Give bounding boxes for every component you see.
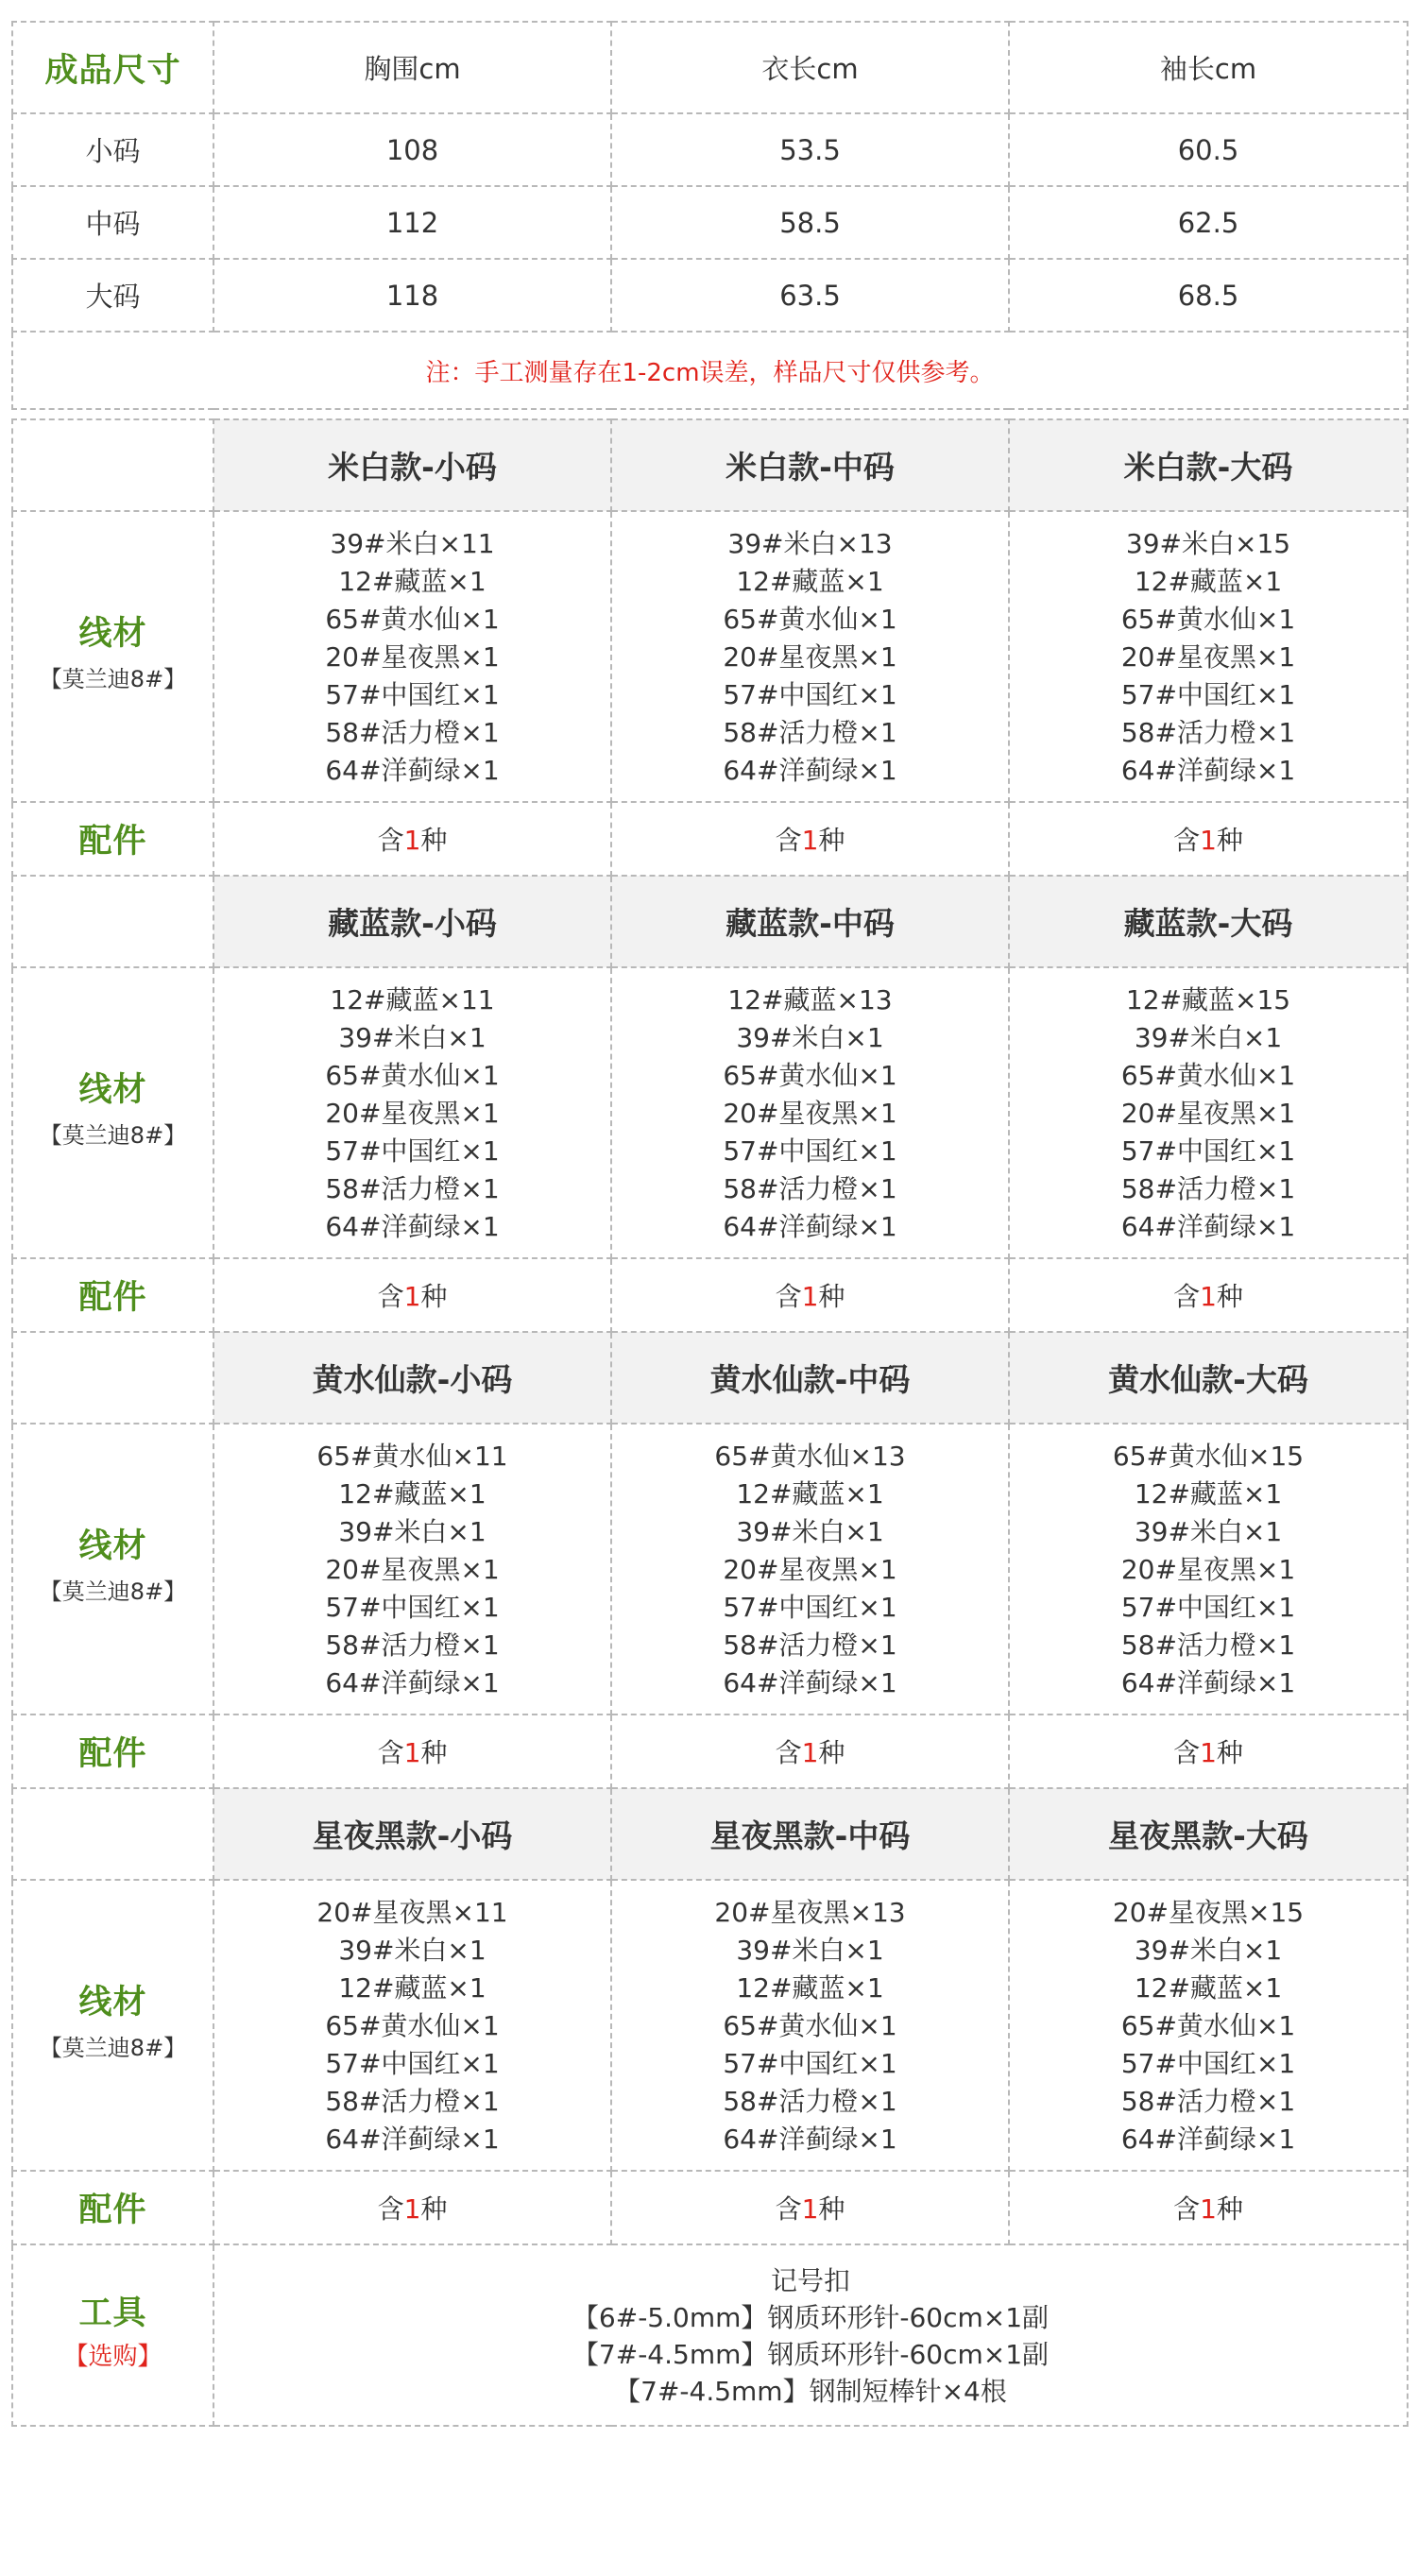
accessory-suffix: 种 (1216, 1737, 1243, 1768)
accessory-label-cell (12, 2171, 213, 2244)
accessory-count: 1 (1200, 1737, 1217, 1768)
accessory-suffix: 种 (818, 2193, 845, 2225)
accessory-prefix: 含 (1173, 825, 1201, 856)
size-label: 小码 (12, 113, 213, 186)
accessory-prefix: 含 (775, 825, 802, 856)
style-header-row (12, 419, 1408, 511)
style-size-title: 星夜黑款-中码 (611, 1788, 1009, 1880)
yarn-item: 39#米白×1 (338, 1516, 487, 1547)
yarn-item: 64#洋蓟绿×1 (325, 1667, 500, 1698)
yarn-label-cell (12, 1880, 213, 2171)
accessory-count-cell (213, 1714, 611, 1788)
size-value: 63.5 (611, 259, 1009, 332)
yarn-item: 65#黄水仙×1 (325, 604, 500, 635)
yarn-brand-label: 【莫兰迪8#】 (39, 666, 187, 692)
yarn-item: 12#藏蓝×1 (1134, 1972, 1283, 2004)
yarn-item: 12#藏蓝×15 (1125, 984, 1291, 1015)
accessory-row (12, 802, 1408, 876)
measurement-note: 注：手工测量存在1-2cm误差，样品尺寸仅供参考。 (12, 332, 1408, 409)
yarn-item: 20#星夜黑×1 (325, 1554, 500, 1585)
accessory-prefix: 含 (1173, 1737, 1201, 1768)
accessory-count: 1 (801, 1737, 819, 1768)
accessory-suffix: 种 (1216, 2193, 1243, 2225)
yarn-item: 57#中国红×1 (325, 2048, 500, 2079)
tools-optional-label: 【选购】 (63, 2342, 162, 2371)
accessory-count-cell (213, 1258, 611, 1332)
yarn-item: 58#活力橙×1 (325, 1629, 500, 1661)
yarn-item: 65#黄水仙×1 (723, 604, 897, 635)
yarn-item: 65#黄水仙×1 (325, 1060, 500, 1091)
size-header-row (12, 22, 1408, 113)
accessory-prefix: 含 (377, 1281, 404, 1312)
yarn-item: 39#米白×1 (1134, 1935, 1283, 1966)
accessory-count-cell (611, 1258, 1009, 1332)
yarn-item: 64#洋蓟绿×1 (723, 2124, 897, 2155)
accessory-count: 1 (1200, 1281, 1217, 1312)
style-header-blank (12, 1332, 213, 1424)
accessory-label-cell (12, 1714, 213, 1788)
accessory-suffix: 种 (818, 825, 845, 856)
yarn-item: 39#米白×1 (338, 1022, 487, 1053)
style-header-row (12, 1332, 1408, 1424)
yarn-item: 20#星夜黑×1 (723, 1098, 897, 1129)
size-header-length: 衣长cm (611, 22, 1009, 113)
yarn-item: 65#黄水仙×1 (1120, 1060, 1296, 1091)
accessory-count-cell (611, 1714, 1009, 1788)
yarn-item: 20#星夜黑×1 (325, 1098, 500, 1129)
yarn-list-cell (213, 967, 611, 1258)
yarn-item: 12#藏蓝×1 (338, 1478, 487, 1510)
style-size-title: 藏蓝款-小码 (213, 876, 611, 967)
yarn-label: 线材 (78, 1527, 147, 1565)
accessory-label: 配件 (78, 1279, 147, 1317)
yarn-label-cell (12, 967, 213, 1258)
size-value: 62.5 (1009, 186, 1408, 259)
accessory-count: 1 (1200, 825, 1217, 856)
yarn-item: 65#黄水仙×1 (325, 2010, 500, 2041)
yarn-item: 64#洋蓟绿×1 (325, 755, 500, 786)
accessory-label: 配件 (78, 2192, 147, 2229)
yarn-item: 20#星夜黑×1 (723, 641, 897, 673)
yarn-item: 39#米白×1 (736, 1022, 884, 1053)
size-value: 108 (213, 113, 611, 186)
material-sheet (11, 21, 1407, 2427)
yarn-item: 58#活力橙×1 (325, 2086, 500, 2117)
yarn-list-cell (1009, 1880, 1408, 2171)
yarn-list-cell (611, 1424, 1009, 1714)
yarn-item: 20#星夜黑×15 (1112, 1897, 1305, 1928)
yarn-item: 58#活力橙×1 (325, 1173, 500, 1204)
size-value: 68.5 (1009, 259, 1408, 332)
accessory-suffix: 种 (420, 2193, 448, 2225)
accessory-count-cell (213, 802, 611, 876)
yarn-item: 12#藏蓝×13 (727, 984, 893, 1015)
yarn-item: 39#米白×15 (1125, 528, 1291, 559)
yarn-row (12, 511, 1408, 802)
tool-item: 【7#-4.5mm】钢质环形针-60cm×1副 (572, 2339, 1050, 2370)
yarn-item: 39#米白×1 (1134, 1022, 1283, 1053)
style-header-blank (12, 876, 213, 967)
tool-item: 记号扣 (770, 2265, 850, 2296)
accessory-label: 配件 (78, 1735, 147, 1773)
yarn-item: 39#米白×13 (727, 528, 893, 559)
yarn-item: 65#黄水仙×1 (723, 1060, 897, 1091)
accessory-row (12, 1258, 1408, 1332)
style-header-blank (12, 419, 213, 511)
accessory-count-cell (1009, 1258, 1408, 1332)
yarn-item: 57#中国红×1 (723, 679, 897, 710)
yarn-item: 39#米白×1 (1134, 1516, 1283, 1547)
accessory-count-cell (213, 2171, 611, 2244)
accessory-prefix: 含 (1173, 1281, 1201, 1312)
yarn-list-cell (213, 1880, 611, 2171)
yarn-label-cell (12, 511, 213, 802)
yarn-item: 57#中国红×1 (1120, 1135, 1296, 1167)
yarn-item: 65#黄水仙×1 (723, 2010, 897, 2041)
accessory-label-cell (12, 1258, 213, 1332)
accessory-count-cell (1009, 802, 1408, 876)
style-size-title: 藏蓝款-大码 (1009, 876, 1408, 967)
yarn-list-cell (611, 1880, 1009, 2171)
yarn-row (12, 967, 1408, 1258)
tools-label: 工具 (78, 2294, 147, 2332)
style-size-title: 藏蓝款-中码 (611, 876, 1009, 967)
yarn-item: 65#黄水仙×13 (714, 1441, 906, 1472)
yarn-list-cell (1009, 967, 1408, 1258)
yarn-item: 57#中国红×1 (723, 2048, 897, 2079)
accessory-prefix: 含 (377, 2193, 404, 2225)
accessory-suffix: 种 (818, 1281, 845, 1312)
yarn-item: 20#星夜黑×1 (723, 1554, 897, 1585)
yarn-item: 58#活力橙×1 (1120, 1629, 1296, 1661)
yarn-item: 57#中国红×1 (723, 1135, 897, 1167)
size-value: 53.5 (611, 113, 1009, 186)
yarn-label: 线材 (78, 615, 147, 653)
yarn-label: 线材 (78, 1984, 147, 2022)
yarn-item: 20#星夜黑×13 (714, 1897, 906, 1928)
size-value: 58.5 (611, 186, 1009, 259)
yarn-brand-label: 【莫兰迪8#】 (39, 1578, 187, 1605)
yarn-item: 64#洋蓟绿×1 (723, 1667, 897, 1698)
size-value: 60.5 (1009, 113, 1408, 186)
yarn-item: 39#米白×11 (330, 528, 495, 559)
accessory-row (12, 2171, 1408, 2244)
accessory-count: 1 (403, 1281, 421, 1312)
accessory-prefix: 含 (775, 1281, 802, 1312)
accessory-label-cell (12, 802, 213, 876)
yarn-item: 20#星夜黑×1 (1120, 1098, 1296, 1129)
accessory-suffix: 种 (1216, 1281, 1243, 1312)
accessory-prefix: 含 (775, 2193, 802, 2225)
size-row-small (12, 113, 1408, 186)
size-header-chest: 胸围cm (213, 22, 611, 113)
style-size-title: 米白款-中码 (611, 419, 1009, 511)
tools-row (12, 2244, 1408, 2426)
tools-label-cell (12, 2244, 213, 2426)
style-header-row (12, 1788, 1408, 1880)
yarn-list-cell (1009, 511, 1408, 802)
yarn-item: 39#米白×1 (736, 1935, 884, 1966)
yarn-item: 58#活力橙×1 (1120, 1173, 1296, 1204)
yarn-item: 58#活力橙×1 (723, 1173, 897, 1204)
yarn-item: 20#星夜黑×1 (325, 641, 500, 673)
accessory-suffix: 种 (420, 825, 448, 856)
yarn-item: 20#星夜黑×1 (1120, 1554, 1296, 1585)
accessory-count: 1 (801, 825, 819, 856)
size-header-sleeve: 袖长cm (1009, 22, 1408, 113)
size-note-row (12, 332, 1408, 409)
yarn-item: 12#藏蓝×1 (736, 1972, 884, 2004)
yarn-list-cell (1009, 1424, 1408, 1714)
accessory-prefix: 含 (377, 825, 404, 856)
yarn-item: 39#米白×1 (736, 1516, 884, 1547)
style-size-title: 星夜黑款-大码 (1009, 1788, 1408, 1880)
yarn-item: 12#藏蓝×1 (1134, 566, 1283, 597)
size-value: 118 (213, 259, 611, 332)
yarn-item: 64#洋蓟绿×1 (1120, 755, 1296, 786)
tool-item: 【6#-5.0mm】钢质环形针-60cm×1副 (572, 2302, 1050, 2333)
accessory-label: 配件 (78, 823, 147, 861)
tools-list-cell (213, 2244, 1408, 2426)
yarn-row (12, 1424, 1408, 1714)
yarn-item: 12#藏蓝×11 (330, 984, 495, 1015)
yarn-item: 58#活力橙×1 (325, 717, 500, 748)
tool-item: 【7#-4.5mm】钢制短棒针×4根 (614, 2376, 1007, 2407)
section-spacer (12, 409, 1408, 419)
accessory-count: 1 (1200, 2193, 1217, 2225)
yarn-label-cell (12, 1424, 213, 1714)
knitting-spec-table (11, 21, 1408, 2427)
yarn-item: 20#星夜黑×11 (316, 1897, 508, 1928)
yarn-brand-label: 【莫兰迪8#】 (39, 2035, 187, 2061)
yarn-item: 64#洋蓟绿×1 (325, 1211, 500, 1242)
yarn-item: 58#活力橙×1 (723, 1629, 897, 1661)
size-row-large (12, 259, 1408, 332)
style-size-title: 黄水仙款-小码 (213, 1332, 611, 1424)
yarn-item: 58#活力橙×1 (723, 717, 897, 748)
yarn-item: 57#中国红×1 (723, 1592, 897, 1623)
yarn-item: 12#藏蓝×1 (1134, 1478, 1283, 1510)
yarn-item: 12#藏蓝×1 (736, 1478, 884, 1510)
yarn-item: 64#洋蓟绿×1 (325, 2124, 500, 2155)
style-header-row (12, 876, 1408, 967)
yarn-item: 64#洋蓟绿×1 (1120, 2124, 1296, 2155)
accessory-count-cell (1009, 2171, 1408, 2244)
accessory-prefix: 含 (377, 1737, 404, 1768)
style-size-title: 米白款-大码 (1009, 419, 1408, 511)
yarn-item: 58#活力橙×1 (1120, 2086, 1296, 2117)
yarn-list-cell (611, 511, 1009, 802)
size-label: 大码 (12, 259, 213, 332)
accessory-count: 1 (801, 2193, 819, 2225)
style-size-title: 星夜黑款-小码 (213, 1788, 611, 1880)
yarn-list-cell (213, 1424, 611, 1714)
size-table-title: 成品尺寸 (12, 22, 213, 113)
yarn-item: 58#活力橙×1 (1120, 717, 1296, 748)
accessory-suffix: 种 (1216, 825, 1243, 856)
yarn-item: 57#中国红×1 (325, 1592, 500, 1623)
accessory-count: 1 (403, 2193, 421, 2225)
accessory-row (12, 1714, 1408, 1788)
yarn-item: 39#米白×1 (338, 1935, 487, 1966)
yarn-brand-label: 【莫兰迪8#】 (39, 1122, 187, 1149)
yarn-item: 12#藏蓝×1 (338, 566, 487, 597)
yarn-row (12, 1880, 1408, 2171)
accessory-count: 1 (403, 1737, 421, 1768)
yarn-item: 58#活力橙×1 (723, 2086, 897, 2117)
yarn-item: 57#中国红×1 (1120, 679, 1296, 710)
accessory-count: 1 (801, 1281, 819, 1312)
yarn-item: 65#黄水仙×11 (316, 1441, 508, 1472)
style-size-title: 黄水仙款-大码 (1009, 1332, 1408, 1424)
size-value: 112 (213, 186, 611, 259)
yarn-list-cell (611, 967, 1009, 1258)
yarn-list-cell (213, 511, 611, 802)
size-label: 中码 (12, 186, 213, 259)
yarn-item: 64#洋蓟绿×1 (1120, 1667, 1296, 1698)
accessory-suffix: 种 (420, 1737, 448, 1768)
accessory-count-cell (1009, 1714, 1408, 1788)
style-header-blank (12, 1788, 213, 1880)
accessory-count-cell (611, 2171, 1009, 2244)
yarn-item: 57#中国红×1 (325, 1135, 500, 1167)
yarn-item: 65#黄水仙×1 (1120, 604, 1296, 635)
style-size-title: 黄水仙款-中码 (611, 1332, 1009, 1424)
yarn-item: 57#中国红×1 (325, 679, 500, 710)
accessory-prefix: 含 (1173, 2193, 1201, 2225)
yarn-item: 64#洋蓟绿×1 (723, 1211, 897, 1242)
yarn-item: 12#藏蓝×1 (338, 1972, 487, 2004)
yarn-item: 64#洋蓟绿×1 (723, 755, 897, 786)
accessory-suffix: 种 (420, 1281, 448, 1312)
accessory-count: 1 (403, 825, 421, 856)
yarn-label: 线材 (78, 1071, 147, 1109)
yarn-item: 20#星夜黑×1 (1120, 641, 1296, 673)
accessory-prefix: 含 (775, 1737, 802, 1768)
yarn-item: 57#中国红×1 (1120, 1592, 1296, 1623)
yarn-item: 12#藏蓝×1 (736, 566, 884, 597)
yarn-item: 64#洋蓟绿×1 (1120, 1211, 1296, 1242)
size-row-medium (12, 186, 1408, 259)
accessory-suffix: 种 (818, 1737, 845, 1768)
yarn-item: 65#黄水仙×15 (1112, 1441, 1305, 1472)
yarn-item: 57#中国红×1 (1120, 2048, 1296, 2079)
style-size-title: 米白款-小码 (213, 419, 611, 511)
accessory-count-cell (611, 802, 1009, 876)
yarn-item: 65#黄水仙×1 (1120, 2010, 1296, 2041)
